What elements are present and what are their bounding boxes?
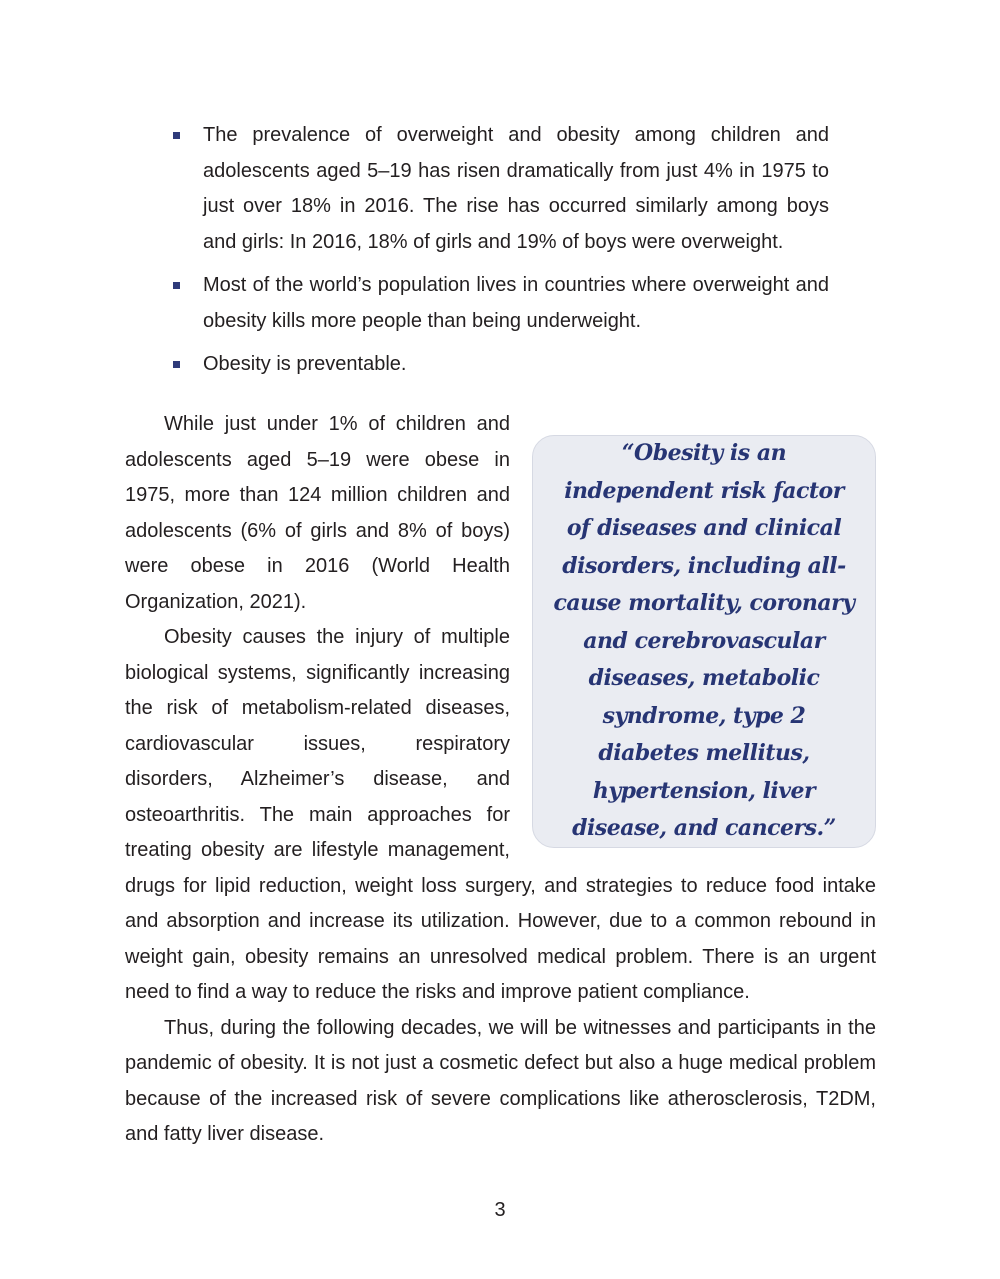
- bullet-item: [171, 347, 829, 383]
- square-bullet-icon: [173, 361, 180, 368]
- pull-quote-text: “Obesity is an independent risk factor of diseases and clinical disorders, including all-cause mortality, coronary and cerebrovascular diseases, metabolic syndrome, type 2 diabetes mellitus, hypertension, liver disease, and cancers.”: [553, 440, 855, 842]
- body-paragraph: Obesity causes the injury of multiple biological systems, significantly increasing the risk of metabolism-related diseases, cardiovascular issues, respiratory disorders, Alzheimer’s disease, and osteoarthritis. The main approaches for treating obesity are lifestyle management, drugs for lipid reduction, weight loss surgery, and strategies to reduce food intake and absorption and increase its utilization. However, due to a common rebound in weight gain, obesity remains an unresolved medical problem. There is an urgent need to find a way to reduce the risks and improve patient compliance.: [125, 626, 876, 1003]
- bullet-item: [171, 268, 829, 339]
- bullet-text: Obesity is preventable.: [203, 353, 407, 375]
- body-text: [125, 407, 876, 1153]
- square-bullet-icon: [173, 282, 180, 289]
- bullet-list: [171, 118, 829, 391]
- body-paragraph: Thus, during the following decades, we will be witnesses and participants in the pandemic of obesity. It is not just a cosmetic defect but also a huge medical problem because of the increased risk of severe complications like atherosclerosis, T2DM, and fatty liver disease.: [125, 1016, 876, 1145]
- body-paragraph: While just under 1% of children and adolescents aged 5–19 were obese in 1975, more than 124 million children and adolescents (6% of girls and 8% of boys) were obese in 2016 (World Health Organization, 2021).: [125, 413, 510, 613]
- bullet-item: [171, 118, 829, 260]
- square-bullet-icon: [173, 132, 180, 139]
- page-number: 3: [494, 1199, 506, 1221]
- bullet-text: Most of the world’s population lives in countries where overweight and obesity kills more people than being underweight.: [203, 274, 829, 332]
- pull-quote-box: [532, 435, 876, 848]
- bullet-text: The prevalence of overweight and obesity among children and adolescents aged 5–19 has risen dramatically from just 4% in 1975 to just over 18% in 2016. The rise has occurred similarly among boys and girls: In 2016, 18% of girls and 19% of boys were overweight.: [203, 124, 829, 253]
